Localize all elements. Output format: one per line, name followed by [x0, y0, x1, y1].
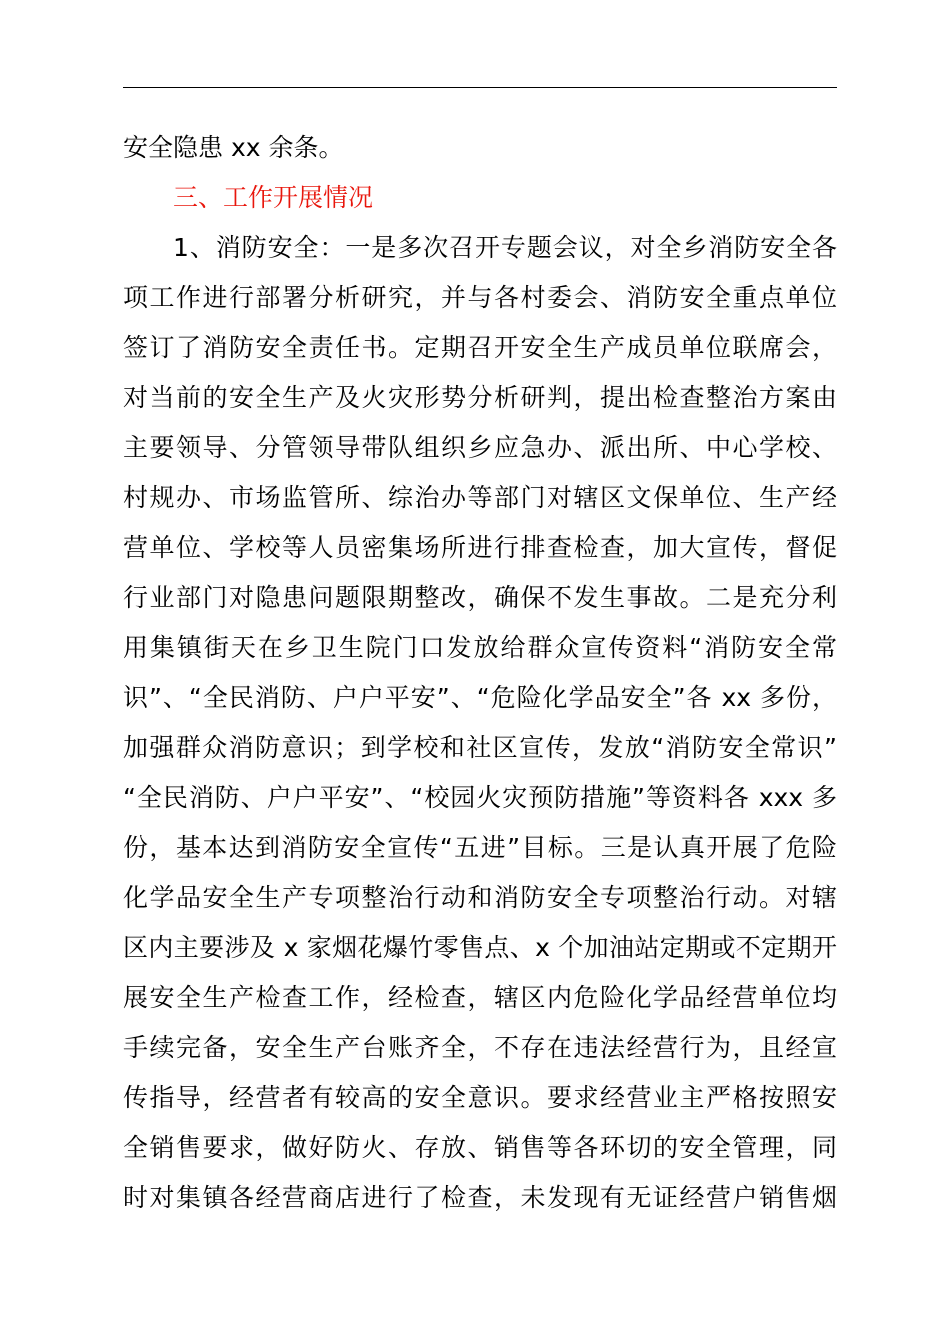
- paragraph-line: “全民消防、户户平安”、“校园火灾预防措施”等资料各 xxx 多: [123, 783, 837, 812]
- paragraph-line: 展安全生产检查工作，经检查，辖区内危险化学品经营单位均: [123, 983, 837, 1012]
- paragraph-line: 对当前的安全生产及火灾形势分析研判，提出检查整治方案由: [123, 383, 837, 412]
- paragraph-fire-safety: [123, 228, 837, 1228]
- paragraph-line: 传指导，经营者有较高的安全意识。要求经营业主严格按照安: [123, 1083, 837, 1112]
- paragraph-line: 全销售要求，做好防火、存放、销售等各环切的安全管理，同: [123, 1133, 837, 1162]
- section-heading: 三、工作开展情况: [173, 183, 374, 212]
- paragraph-line: 加强群众消防意识；到学校和社区宣传，发放“消防安全常识”: [123, 733, 837, 762]
- page-content: [123, 128, 837, 1228]
- paragraph-line: 手续完备，安全生产台账齐全，不存在违法经营行为，且经宣: [123, 1033, 837, 1062]
- paragraph-line: 营单位、学校等人员密集场所进行排查检查，加大宣传，督促: [123, 533, 837, 562]
- paragraph-line: 行业部门对隐患问题限期整改，确保不发生事故。二是充分利: [123, 583, 837, 612]
- paragraph-line: 用集镇街天在乡卫生院门口发放给群众宣传资料“消防安全常: [123, 633, 837, 662]
- paragraph-line: 1、消防安全：一是多次召开专题会议，对全乡消防安全各: [173, 233, 837, 262]
- paragraph-line: 区内主要涉及 x 家烟花爆竹零售点、x 个加油站定期或不定期开: [123, 933, 837, 962]
- header-rule: [123, 87, 837, 88]
- paragraph-line: 份，基本达到消防安全宣传“五进”目标。三是认真开展了危险: [123, 833, 837, 862]
- paragraph-line: 村规办、市场监管所、综治办等部门对辖区文保单位、生产经: [123, 483, 837, 512]
- paragraph-line: 项工作进行部署分析研究，并与各村委会、消防安全重点单位: [123, 283, 837, 312]
- carryover-line: 安全隐患 xx 余条。: [123, 133, 344, 162]
- paragraph-line: 时对集镇各经营商店进行了检查，未发现有无证经营户销售烟: [123, 1183, 837, 1212]
- paragraph-line: 签订了消防安全责任书。定期召开安全生产成员单位联席会，: [123, 333, 837, 362]
- paragraph-line: 识”、“全民消防、户户平安”、“危险化学品安全”各 xx 多份，: [123, 683, 837, 712]
- paragraph-line: 化学品安全生产专项整治行动和消防安全专项整治行动。对辖: [123, 883, 837, 912]
- paragraph-line: 主要领导、分管领导带队组织乡应急办、派出所、中心学校、: [123, 433, 837, 462]
